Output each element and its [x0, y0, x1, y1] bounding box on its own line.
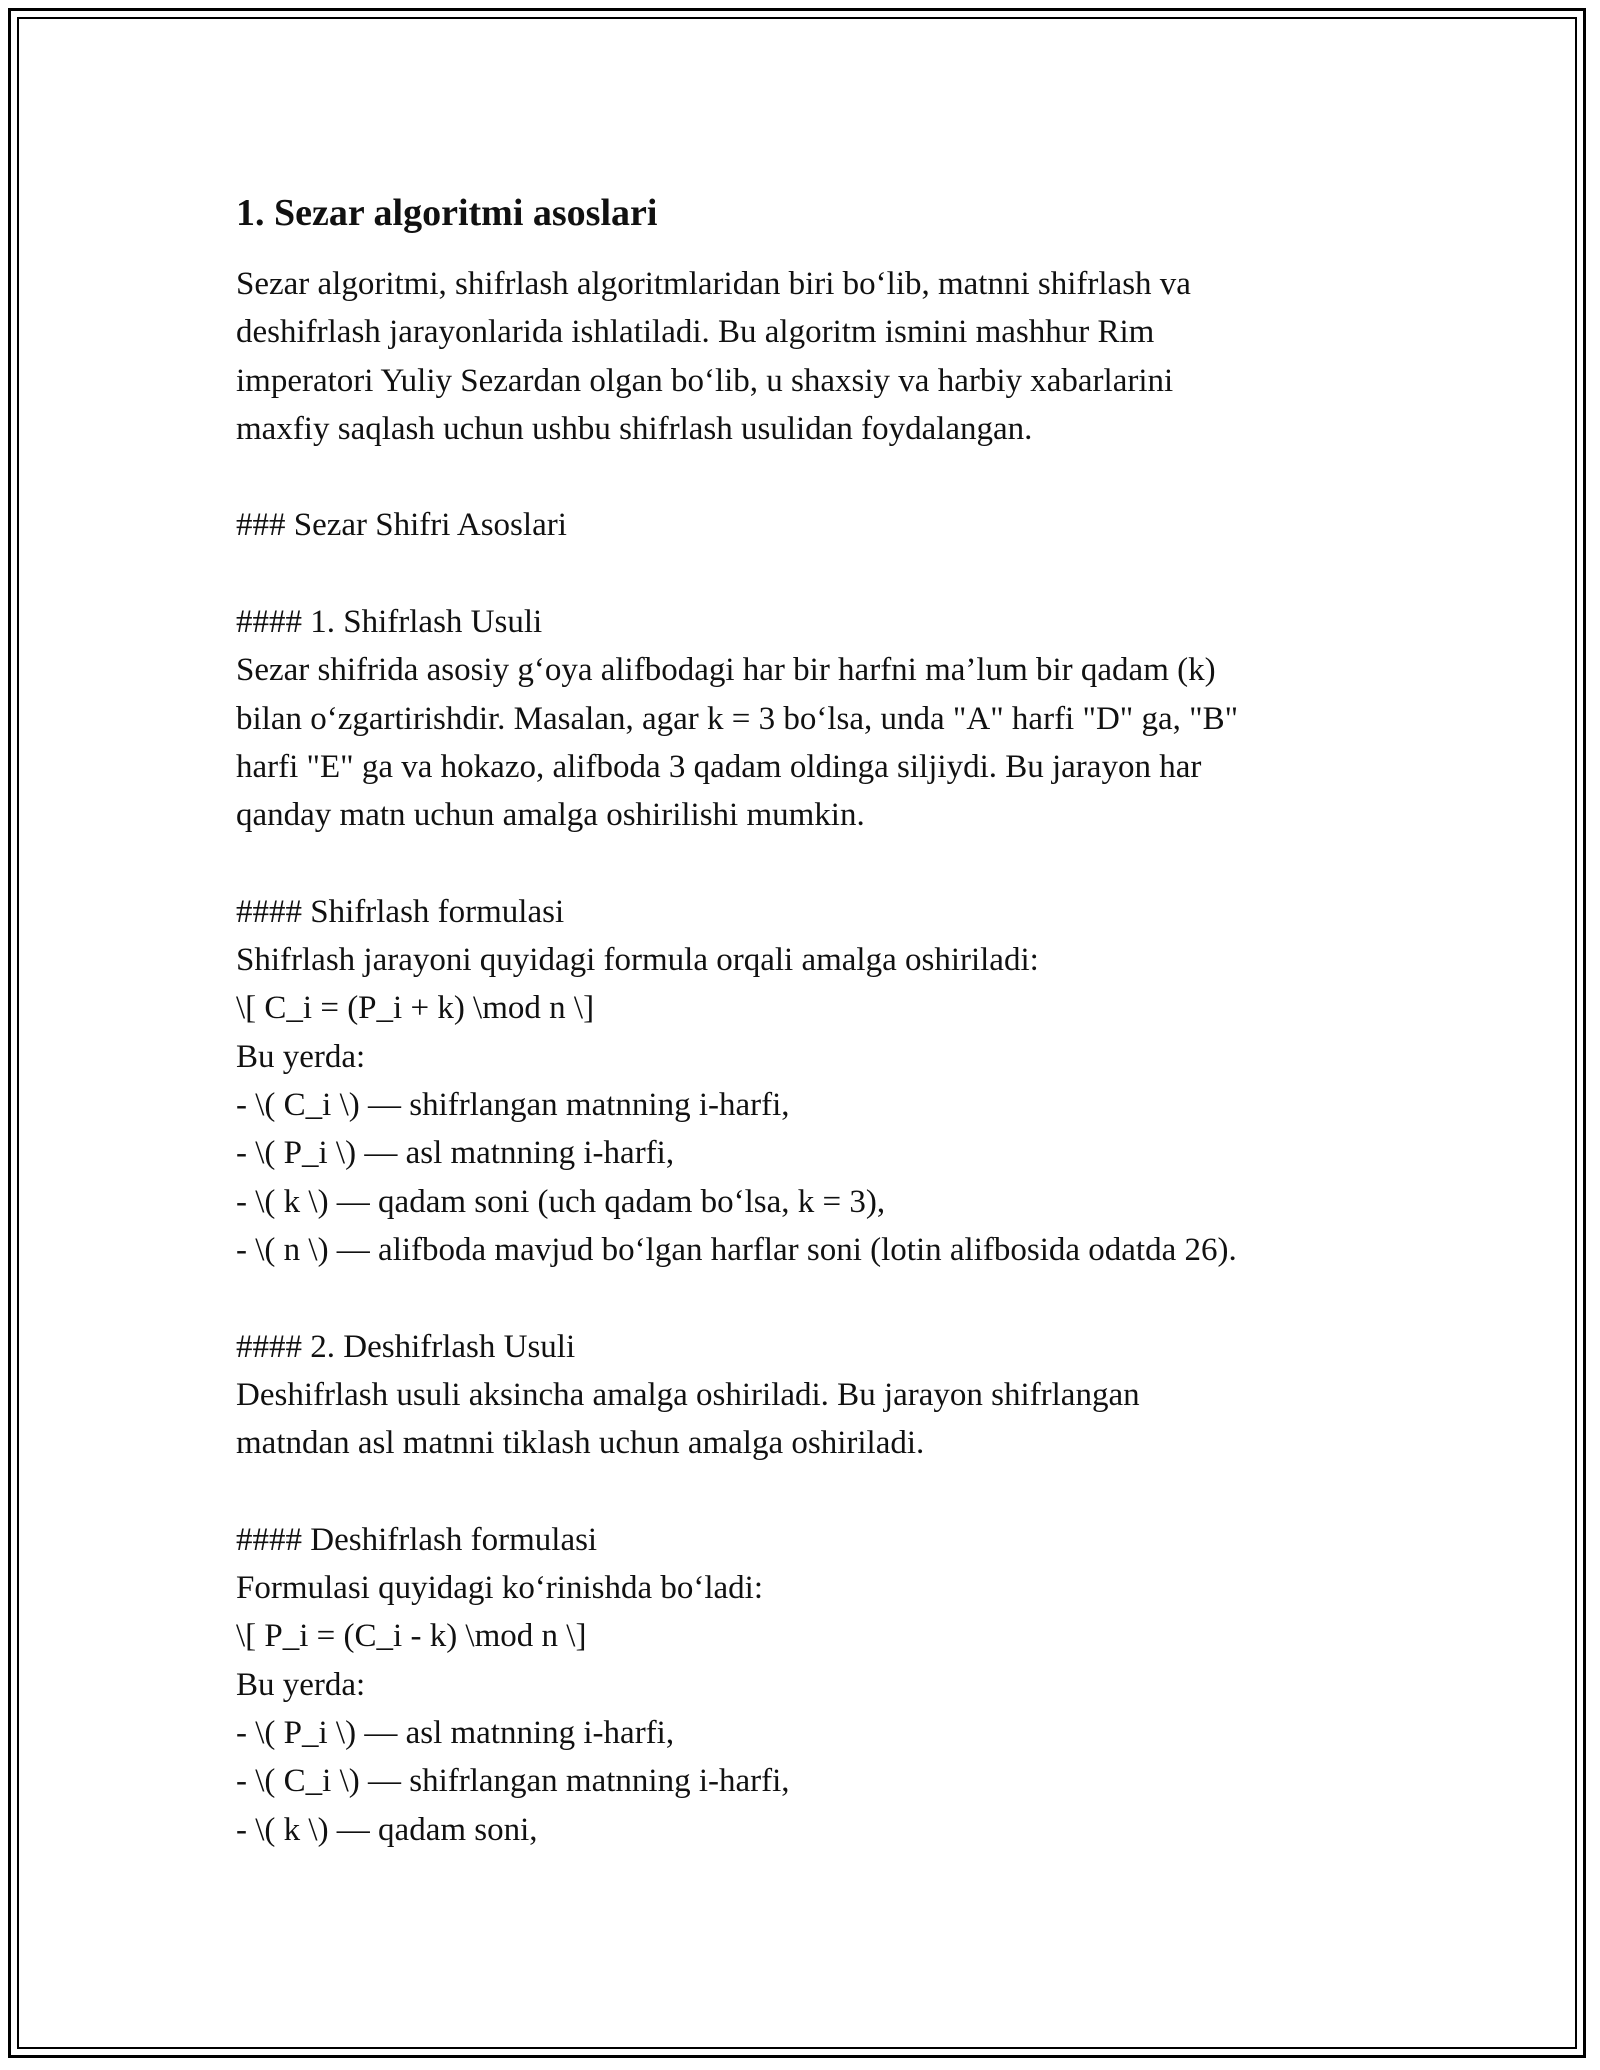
page-title: 1. Sezar algoritmi asoslari [236, 192, 658, 234]
formula-line: \[ P_i = (C_i - k) \mod n \] [236, 1618, 587, 1655]
paragraph-line: Formulasi quyidagi ko‘rinishda bo‘ladi: [236, 1570, 764, 1607]
section-deshifrlash-formulasi [236, 1516, 1366, 1854]
blank-line [236, 840, 1366, 888]
list-item: - \( P_i \) — asl matnning i-harfi, [236, 1714, 675, 1751]
section-heading: #### Shifrlash formulasi [236, 893, 565, 930]
list-item: - \( k \) — qadam soni, [236, 1811, 538, 1848]
paragraph-line: Sezar shifrida asosiy g‘oya alifbodagi har bir harfni ma’lum bir qadam (k) [236, 652, 1216, 689]
list-item: - \( C_i \) — shifrlangan matnning i-harfi, [236, 1087, 790, 1124]
paragraph-line: imperatori Yuliy Sezardan olgan bo‘lib, u shaxsiy va harbiy xabarlarini [236, 362, 1174, 399]
paragraph-line: Shifrlash jarayoni quyidagi formula orqali amalga oshiriladi: [236, 942, 1039, 979]
paragraph-line: harfi "E" ga va hokazo, alifboda 3 qadam oldinga siljiydi. Bu jarayon har [236, 748, 1202, 785]
list-item: - \( P_i \) — asl matnning i-harfi, [236, 1135, 675, 1172]
paragraph-line: maxfiy saqlash uchun ushbu shifrlash usulidan foydalangan. [236, 410, 1033, 447]
paragraph-line: matndan asl matnni tiklash uchun amalga oshiriladi. [236, 1425, 925, 1462]
section-subheading: ### Sezar Shifri Asoslari [236, 507, 567, 544]
section-heading: #### 1. Shifrlash Usuli [236, 604, 543, 641]
blank-line [236, 1467, 1366, 1515]
list-item: - \( C_i \) — shifrlangan matnning i-harfi, [236, 1763, 790, 1800]
paragraph-line: Bu yerda: [236, 1666, 366, 1703]
section-heading: #### Deshifrlash formulasi [236, 1521, 598, 1558]
section-heading: #### 2. Deshifrlash Usuli [236, 1328, 576, 1365]
document-body [236, 186, 1366, 1854]
paragraph-line: Bu yerda: [236, 1038, 366, 1075]
blank-line [236, 550, 1366, 598]
formula-line: \[ C_i = (P_i + k) \mod n \] [236, 990, 595, 1027]
section-shifrlash-usuli [236, 598, 1366, 839]
paragraph-line: qanday matn uchun amalga oshirilishi mumkin. [236, 797, 865, 834]
paragraph-line: bilan o‘zgartirishdir. Masalan, agar k = 3 bo‘lsa, unda "A" harfi "D" ga, "B" [236, 700, 1239, 737]
list-item: - \( k \) — qadam soni (uch qadam bo‘lsa, k = 3), [236, 1183, 886, 1220]
blank-line [236, 1274, 1366, 1322]
paragraph-line: Sezar algoritmi, shifrlash algoritmlaridan biri bo‘lib, matnni shifrlash va [236, 266, 1191, 302]
section-shifrlash-formulasi [236, 888, 1366, 1274]
blank-line [236, 453, 1366, 501]
paragraph-line: deshifrlash jarayonlarida ishlatiladi. Bu algoritm ismini mashhur Rim [236, 314, 1155, 351]
paragraph-line: Deshifrlash usuli aksincha amalga oshiriladi. Bu jarayon shifrlangan [236, 1376, 1140, 1413]
section-deshifrlash-usuli [236, 1323, 1366, 1468]
list-item: - \( n \) — alifboda mavjud bo‘lgan harflar soni (lotin alifbosida odatda 26). [236, 1231, 1237, 1268]
intro-paragraph [236, 260, 1366, 453]
